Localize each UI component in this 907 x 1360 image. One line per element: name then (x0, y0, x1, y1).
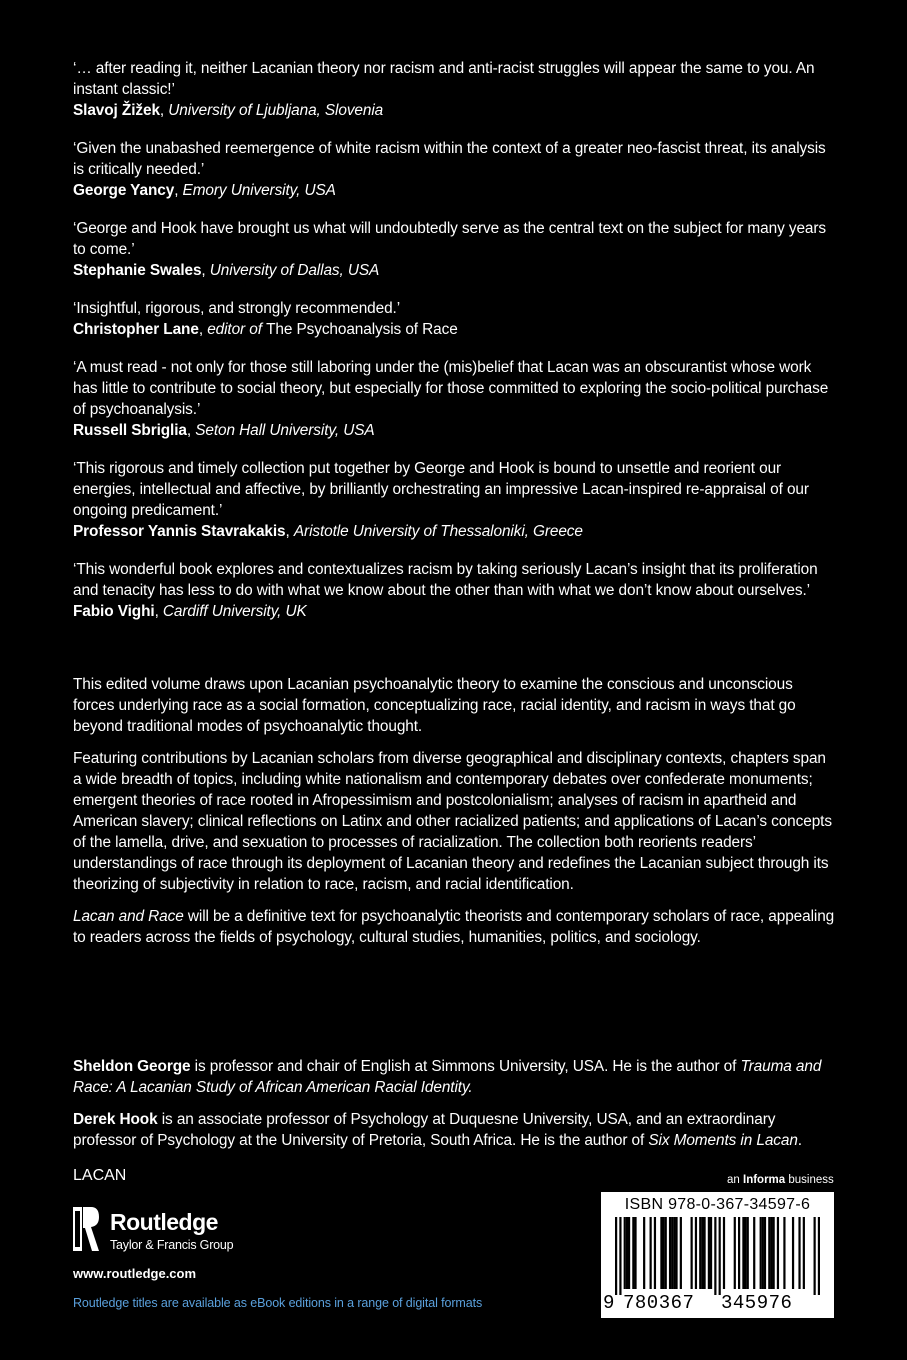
barcode-bar (723, 1217, 725, 1289)
book-title: Lacan and Race (73, 908, 184, 925)
barcode-bar (792, 1217, 794, 1289)
barcode-bar (714, 1217, 716, 1295)
endorsement (73, 58, 835, 121)
barcode-bar (738, 1217, 740, 1289)
routledge-logo-icon (73, 1207, 99, 1251)
barcode-bar (744, 1217, 746, 1289)
informa-prefix: an (727, 1174, 743, 1186)
barcode-bar (634, 1217, 636, 1289)
endorsement (73, 458, 835, 542)
endorser-name: Russell Sbriglia (73, 422, 187, 439)
barcode-bar (753, 1217, 755, 1289)
barcode-bar (665, 1217, 667, 1289)
barcode-bar (691, 1217, 693, 1289)
endorser-affiliation: University of Ljubljana, Slovenia (168, 102, 384, 119)
endorsement-attribution: Fabio Vighi, Cardiff University, UK (73, 603, 307, 620)
endorsement-text: ‘George and Hook have brought us what will undoubtedly serve as the central text on the subject for many years to come.’ (73, 220, 826, 258)
barcode-bar (669, 1217, 671, 1289)
barcode-bar (770, 1217, 772, 1289)
informa-tagline (727, 1174, 834, 1186)
endorsement (73, 298, 835, 340)
endorsement-text: ‘Insightful, rigorous, and strongly recommended.’ (73, 300, 401, 317)
endorsement-attribution: Professor Yannis Stavrakakis, Aristotle University of Thessaloniki, Greece (73, 523, 583, 540)
endorsement-attribution: George Yancy, Emory University, USA (73, 182, 336, 199)
publisher-url[interactable]: www.routledge.com (73, 1266, 197, 1281)
editor-bio (73, 1109, 838, 1151)
endorsement-attribution: Christopher Lane, editor of The Psychoanalysis of Race (73, 321, 458, 338)
bio-text: is an associate professor of Psychology at Duquesne University, USA, and an extraordinary professor of Psychology at the University of Pretoria, South Africa. He is the author of (73, 1111, 776, 1149)
isbn-label: ISBN 978-0-367-34597-6 (624, 1196, 811, 1213)
barcode-bar (708, 1217, 710, 1289)
endorser-role: editor of (207, 321, 267, 338)
endorsements (73, 58, 835, 639)
barcode-bar (671, 1217, 673, 1289)
publisher-logo (73, 1205, 273, 1255)
isbn-barcode (601, 1192, 834, 1318)
barcode-bar (803, 1217, 805, 1289)
barcode-bar (662, 1217, 664, 1289)
barcode-bars (615, 1217, 820, 1295)
barcode-bar (768, 1217, 770, 1289)
barcode-lead-digit: 9 (603, 1292, 615, 1314)
barcode-bar (764, 1217, 766, 1289)
endorser-name: George Yancy (73, 182, 175, 199)
endorsement (73, 218, 835, 281)
barcode-group-right: 345976 (721, 1292, 793, 1314)
barcode-bar (773, 1217, 775, 1289)
endorsement-text: ‘This rigorous and timely collection put together by George and Hook is bound to unsettle and reorient our energies, intellectual and affective, by brilliantly orchestrating an impressive Lacan-inspired re-appraisal of our ongoing predicament.’ (73, 460, 809, 519)
endorser-name: Stephanie Swales (73, 262, 202, 279)
barcode-bar (798, 1217, 800, 1289)
barcode-bar (777, 1217, 779, 1289)
series-label: LACAN (73, 1167, 127, 1184)
barcode-bar (734, 1217, 736, 1289)
barcode-bar (710, 1217, 712, 1289)
barcode-bar (619, 1217, 621, 1295)
barcode-bar (699, 1217, 701, 1289)
endorsement-text: ‘This wonderful book explores and contextualizes racism by taking seriously Lacan’s insight that its proliferation and tenacity has less to do with what we know about the other than with what we don’t know about ourselves.’ (73, 561, 818, 599)
bio-book-title: Trauma and Race: A Lacanian Study of African American Racial Identity. (73, 1058, 822, 1096)
endorsement-text: ‘Given the unabashed reemergence of white racism within the context of a greater neo-fascist threat, its analysis is critically needed.’ (73, 140, 826, 178)
endorser-affiliation: Cardiff University, UK (162, 603, 307, 620)
book-description (73, 674, 838, 959)
barcode-group-left: 780367 (623, 1292, 695, 1314)
barcode-bar (747, 1217, 749, 1289)
publisher-name: Routledge (110, 1209, 218, 1235)
endorsement-attribution: Stephanie Swales, University of Dallas, USA (73, 262, 380, 279)
informa-suffix: business (785, 1174, 834, 1186)
barcode-bar (783, 1217, 785, 1289)
publisher-group: Taylor & Francis Group (110, 1238, 234, 1252)
endorsement (73, 357, 835, 441)
bio-end: . (797, 1132, 802, 1149)
barcode-bar (624, 1217, 626, 1289)
barcode-bar (703, 1217, 705, 1289)
description-paragraph: This edited volume draws upon Lacanian psychoanalytic theory to examine the conscious and unconscious forces underlying race as a social formation, conceptualizing race, racial identity, and racism in ways that go beyond traditional modes of psychoanalytic thought. (73, 676, 796, 735)
editor-bio (73, 1056, 838, 1098)
barcode-bar (673, 1217, 675, 1289)
barcode-bar (675, 1217, 677, 1289)
informa-name: Informa (743, 1174, 786, 1186)
endorsement (73, 138, 835, 201)
bio-book-title: Six Moments in Lacan (648, 1132, 798, 1149)
endorsement-text: ‘A must read - not only for those still laboring under the (mis)belief that Lacan was an obscurantist whose work has little to contribute to social theory, but especially for those committed to exploring the socio-political purchase of psychoanalysis.’ (73, 359, 829, 418)
endorser-affiliation (207, 321, 457, 338)
endorser-book-title: The Psychoanalysis of Race (266, 321, 458, 338)
barcode-bar (695, 1217, 697, 1289)
endorser-affiliation: Emory University, USA (182, 182, 336, 199)
endorsement-attribution: Russell Sbriglia, Seton Hall University, USA (73, 422, 375, 439)
barcode-bar (643, 1217, 645, 1289)
barcode-bar (650, 1217, 652, 1289)
description-paragraph (73, 906, 838, 948)
barcode-bar (660, 1217, 662, 1289)
endorser-name: Slavoj Žižek (73, 102, 160, 119)
barcode-bar (626, 1217, 628, 1289)
editor-name: Sheldon George (73, 1058, 191, 1075)
endorser-name: Christopher Lane (73, 321, 199, 338)
description-text: will be a definitive text for psychoanalytic theorists and contemporary scholars of race, appealing to readers across the fields of psychology, cultural studies, humanities, politics, and sociology. (73, 908, 835, 946)
barcode-bar (760, 1217, 762, 1289)
barcode-bar (632, 1217, 634, 1289)
endorser-name: Professor Yannis Stavrakakis (73, 523, 286, 540)
endorser-affiliation: Aristotle University of Thessaloniki, Greece (293, 523, 583, 540)
barcode-bar (615, 1217, 617, 1295)
barcode-bar (654, 1217, 656, 1289)
barcode-bar (719, 1217, 721, 1295)
endorsement-attribution: Slavoj Žižek, University of Ljubljana, Slovenia (73, 102, 384, 119)
barcode-bar (701, 1217, 703, 1289)
ebook-note: Routledge titles are available as eBook editions in a range of digital formats (73, 1296, 483, 1310)
editor-bios (73, 1056, 838, 1162)
description-paragraph: Featuring contributions by Lacanian scholars from diverse geographical and disciplinary contexts, chapters span a wide breadth of topics, including white nationalism and contemporary debates over confederate monuments; emergent theories of race rooted in Afropessimism and postcolonialism; analyses of racism in apartheid and American slavery; clinical reflections on Latinx and other racialized patients; and applications of Lacan’s concepts of the lamella, drive, and sexuation to processes of racialization. The collection both reorients readers’ understandings of race through its deployment of Lacanian theory and redefines the Lacanian subject through its theorizing of subjectivity in relation to race, racism, and racial identification. (73, 750, 832, 893)
bio-text: is professor and chair of English at Simmons University, USA. He is the author of (190, 1058, 741, 1075)
endorsement-text: ‘… after reading it, neither Lacanian theory nor racism and anti-racist struggles will appear the same to you. An instant classic!’ (73, 60, 815, 98)
barcode-bar (742, 1217, 744, 1289)
barcode-bar (680, 1217, 682, 1289)
barcode-bar (762, 1217, 764, 1289)
endorser-affiliation: University of Dallas, USA (209, 262, 380, 279)
endorsement (73, 559, 835, 622)
barcode-bar (814, 1217, 816, 1295)
endorser-affiliation: Seton Hall University, USA (195, 422, 375, 439)
barcode-bar (818, 1217, 820, 1295)
endorser-name: Fabio Vighi (73, 603, 155, 620)
editor-name: Derek Hook (73, 1111, 158, 1128)
barcode-bar (628, 1217, 630, 1289)
